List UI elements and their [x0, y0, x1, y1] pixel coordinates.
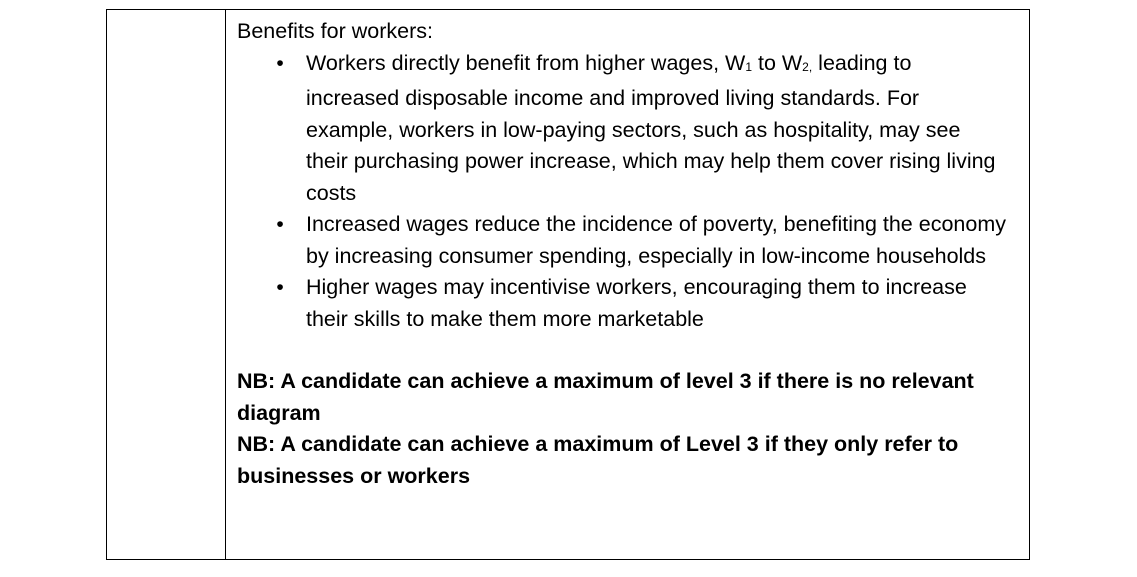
section-heading: Benefits for workers: — [237, 19, 433, 43]
subscript: 2, — [802, 59, 813, 74]
bullet-icon: • — [276, 213, 284, 236]
bullet-icon: • — [276, 276, 284, 299]
spacer — [237, 335, 1019, 366]
subscript: 1 — [745, 59, 752, 74]
nb-note: NB: A candidate can achieve a maximum of level 3 if there is no relevant diagram — [237, 369, 974, 425]
bullet-text: Increased wages reduce the incidence of poverty, benefiting the economy by increasing consumer spending, especially in low-income households — [306, 212, 1006, 268]
marks-column — [107, 10, 226, 559]
bullet-icon: • — [276, 51, 284, 75]
bullet-text: Higher wages may incentivise workers, encouraging them to increase their skills to make them more marketable — [306, 275, 967, 331]
benefit-list — [237, 48, 1019, 336]
bullet-text-part: Workers directly benefit from higher wages, W — [306, 50, 746, 75]
mark-scheme-table — [106, 9, 1030, 560]
nb-note: NB: A candidate can achieve a maximum of Level 3 if they only refer to businesses or workers — [237, 432, 959, 488]
list-item — [237, 48, 1006, 210]
list-item — [237, 209, 1006, 272]
bullet-text-part: to W — [752, 50, 803, 75]
guidance-column — [226, 10, 1029, 559]
list-item — [237, 272, 1006, 335]
bullet-text-part: leading to increased disposable income and improved living standards. For example, workers in low-paying sectors, such as hospitality, may see their purchasing power increase, which may help them cover rising living costs — [306, 50, 996, 205]
